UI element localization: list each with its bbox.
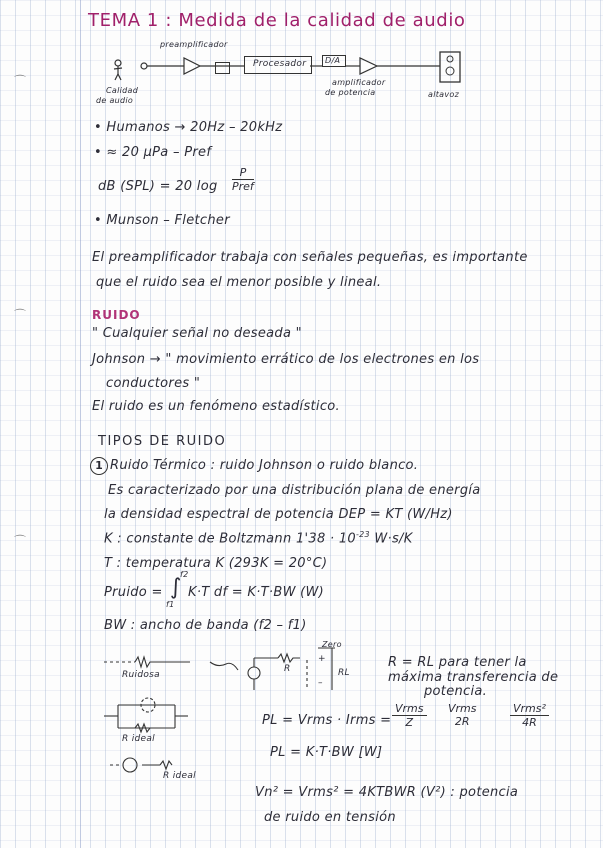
frac-den: 4R xyxy=(522,716,537,729)
title-prefix: TEMA 1 xyxy=(88,10,159,31)
title-separator: : xyxy=(165,10,172,31)
note-bullet-munson: • Munson – Fletcher xyxy=(94,213,230,228)
matching-note: R = RL para tener la xyxy=(388,655,527,670)
source-label-2: de audio xyxy=(96,96,134,105)
note-bullet-hearing-range: • Humanos → 20Hz – 20kHz xyxy=(94,120,283,135)
pruido-lhs: Pruido = xyxy=(104,585,163,600)
ruido-statistical: El ruido es un fenómeno estadístico. xyxy=(92,399,340,414)
binder-hole-mark: ⌒ xyxy=(14,308,27,322)
frac-num: Vrms xyxy=(392,702,427,716)
tipos-line-dep: la densidad espectral de potencia DEP = KT (W/Hz) xyxy=(104,507,453,522)
spl-numerator: P xyxy=(232,166,254,180)
binder-hole-mark: ⌒ xyxy=(14,534,27,548)
integral-sign: ∫ xyxy=(170,575,182,600)
ruido-johnson: Johnson → " movimiento errático de los electrones en los xyxy=(92,352,480,367)
frac-num: Vrms² xyxy=(510,702,549,716)
power-amp-label-2: de potencia xyxy=(325,88,376,97)
vn-formula: Vn² = Vrms² = 4KTBWR (V²) : potencia xyxy=(255,785,519,800)
fraction-vrms-z xyxy=(392,702,427,729)
list-number: 1 xyxy=(95,459,103,472)
integral-lower: f1 xyxy=(166,600,175,609)
speaker-label: altavoz xyxy=(428,90,460,99)
fraction-vrms2-4r xyxy=(510,702,549,729)
label-minus: – xyxy=(318,678,323,688)
frac-den: Z xyxy=(405,716,414,729)
note-paragraph-line: El preamplificador trabaja con señales pequeñas, es importante xyxy=(92,250,528,265)
pruido-rhs: K·T df = K·T·BW (W) xyxy=(188,585,325,600)
spl-denominator: Pref xyxy=(232,180,254,193)
ruido-definition: " Cualquier señal no deseada " xyxy=(92,326,302,341)
ruido-johnson-cont: conductores " xyxy=(106,376,201,391)
source-label: Calidad xyxy=(106,86,139,95)
matching-note: máxima transferencia de xyxy=(388,670,559,685)
note-bullet-pref: • ≈ 20 μPa – Pref xyxy=(94,145,212,160)
processor-label: Procesador xyxy=(253,59,307,69)
binder-hole-mark: ⌒ xyxy=(14,74,27,88)
frac-num: Vrms xyxy=(448,702,477,715)
power-amp-label: amplificador xyxy=(332,78,386,87)
tipos-item-thermal: Ruido Térmico : ruido Johnson o ruido blanco. xyxy=(110,458,419,473)
label-zero: Zero xyxy=(322,640,342,649)
integral-upper: f2 xyxy=(180,570,189,579)
dac-label: D/A xyxy=(325,56,341,65)
boltzmann-exponent: -23 xyxy=(355,530,370,539)
frac-den: 2R xyxy=(454,715,470,728)
preamp-label: preamplificador xyxy=(160,40,228,49)
pl-formula-lhs: PL = Vrms · Irms = xyxy=(262,713,392,728)
pl-thermal-formula: PL = K·T·BW [W] xyxy=(270,745,383,760)
tipos-line: Es caracterizado por una distribución plana de energía xyxy=(108,483,481,498)
tipos-line-temperature: T : temperatura K (293K = 20°C) xyxy=(104,556,328,571)
label-ideal-resistor-series: R ideal xyxy=(163,771,196,781)
title-text: Medida de la calidad de audio xyxy=(178,10,466,31)
boltzmann-unit: W·s/K xyxy=(374,531,413,547)
boltzmann-text: K : constante de Boltzmann 1'38 · 10 xyxy=(104,531,356,547)
note-paragraph-line: que el ruido sea el menor posible y lineal. xyxy=(96,275,382,290)
section-heading-ruido: RUIDO xyxy=(92,308,141,322)
spl-formula: dB (SPL) = 20 log xyxy=(98,179,218,194)
label-ideal-resistor: R ideal xyxy=(122,734,155,744)
section-heading-tipos: TIPOS DE RUIDO xyxy=(98,434,227,449)
tipos-line-bandwidth: BW : ancho de banda (f2 – f1) xyxy=(104,618,307,633)
label-noisy-resistor: Ruidosa xyxy=(122,670,160,680)
label-r: R xyxy=(284,664,291,674)
matching-note: potencia. xyxy=(424,684,488,699)
vn-formula-cont: de ruido en tensión xyxy=(264,810,396,825)
label-plus: + xyxy=(318,654,326,664)
label-rl: RL xyxy=(338,668,350,678)
fraction-vrms-2r xyxy=(448,702,477,728)
